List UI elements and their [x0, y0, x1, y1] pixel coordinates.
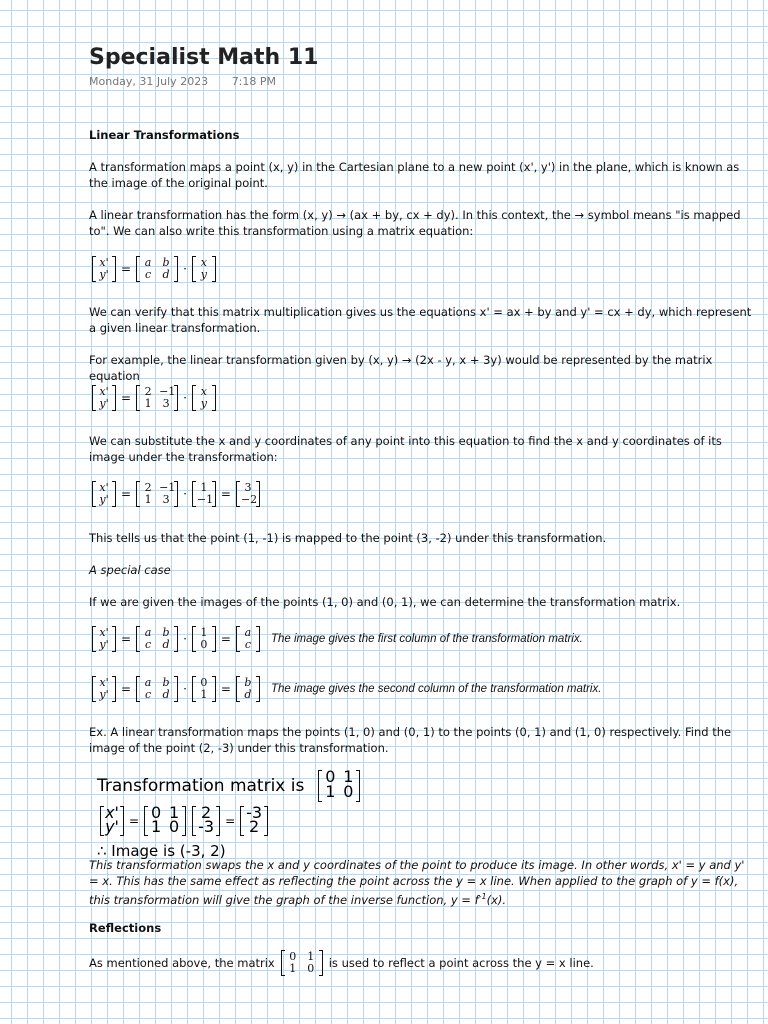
- paragraph[interactable]: A transformation maps a point (x, y) in the Cartesian plane to a new point (x', y') in the plane, which is known as the image of the original point.: [89, 160, 740, 190]
- page-title[interactable]: Specialist Math 11: [89, 45, 319, 70]
- matrix: 0 1 1 0: [318, 770, 360, 802]
- matrix: x' y': [92, 481, 116, 507]
- matrix: 1 −1: [192, 481, 216, 507]
- matrix: x' y': [92, 385, 116, 411]
- matrix: a b c d: [136, 676, 178, 702]
- paragraph[interactable]: This tells us that the point (1, -1) is mapped to the point (3, -2) under this transformation.: [89, 531, 607, 545]
- matrix: 3 −2: [236, 481, 260, 507]
- matrix: 0 1 1 0: [144, 806, 186, 836]
- matrix: 2 −1 1 3: [136, 385, 178, 411]
- paragraph[interactable]: As mentioned above, the matrix 0 1 1 0 is used to reflect a point across the y = x line.: [89, 950, 594, 975]
- matrix: x' y': [100, 806, 124, 836]
- matrix: 2 -3: [192, 806, 220, 836]
- note-first-column: The image gives the first column of the transformation matrix.: [270, 633, 583, 645]
- matrix: 0 1: [192, 676, 216, 702]
- matrix: 1 0: [192, 626, 216, 652]
- matrix: x' y': [92, 256, 116, 282]
- page-time: 7:18 PM: [231, 75, 277, 88]
- matrix-equation: x' y' = a b c d · 0 1 = b d The image gives the second column of the transformation matrix.: [89, 676, 601, 702]
- paragraph[interactable]: If we are given the images of the points (1, 0) and (0, 1), we can determine the transformation matrix.: [89, 595, 681, 609]
- handwritten-answer[interactable]: ∴ Image is (-3, 2): [97, 842, 226, 860]
- note-second-column: The image gives the second column of the transformation matrix.: [270, 683, 602, 695]
- matrix: a c: [236, 626, 260, 652]
- matrix: b d: [236, 676, 260, 702]
- matrix: -3 2: [240, 806, 268, 836]
- matrix: a b c d: [136, 256, 178, 282]
- paragraph[interactable]: For example, the linear transformation given by (x, y) → (2x - y, x + 3y) would be represented by the matrix equation: [89, 353, 713, 383]
- paragraph[interactable]: We can verify that this matrix multiplication gives us the equations x' = ax + by and y' = cx + dy, which represent a given linear transformation.: [89, 305, 752, 335]
- matrix: x' y': [92, 626, 116, 652]
- page-content: [89, 44, 757, 91]
- matrix: x y: [192, 256, 216, 282]
- matrix: x y: [192, 385, 216, 411]
- heading-linear-transformations: Linear Transformations: [89, 128, 240, 142]
- heading-reflections: Reflections: [89, 921, 162, 935]
- subheading-special-case: A special case: [89, 563, 171, 577]
- paragraph[interactable]: We can substitute the x and y coordinates of any point into this equation to find the x and y coordinates of its image under the transformation:: [89, 434, 722, 464]
- handwritten-note[interactable]: Transformation matrix is 0 1 1 0: [97, 770, 363, 802]
- matrix: 0 1 1 0: [281, 950, 323, 976]
- paragraph-italic[interactable]: This transformation swaps the x and y coordinates of the point to produce its image. In other words, x' = y and y' = x. This has the same effect as reflecting the point across the y = x line. When applied to the graph of y = f(x), this transformation will give the graph of the inverse function, $y = f^{-1}(x)$.: [89, 858, 745, 907]
- matrix: 2 −1 1 3: [136, 481, 178, 507]
- paragraph[interactable]: A linear transformation has the form (x, y) → (ax + by, cx + dy). In this context, the → symbol means "is mapped to". We can also write this transformation using a matrix equation:: [89, 208, 741, 238]
- page-date: Monday, 31 July 2023: [89, 75, 209, 88]
- paragraph[interactable]: Ex. A linear transformation maps the points (1, 0) and (0, 1) to the points (0, 1) and (1, 0) respectively. Find the image of the point (2, -3) under this transformation.: [89, 725, 732, 755]
- matrix: x' y': [92, 676, 116, 702]
- matrix: a b c d: [136, 626, 178, 652]
- matrix-equation: x' y' = a b c d · x y: [89, 256, 219, 282]
- page-meta: [89, 75, 757, 91]
- matrix-equation: x' y' = a b c d · 1 0 = a c The image gives the first column of the transformation matrix.: [89, 626, 583, 652]
- matrix-equation: x' y' = 2 −1 1 3 · 1 −1 = 3 −2: [89, 481, 263, 507]
- handwritten-equation[interactable]: x' y' = 0 1 1 0 2 -3 = -3 2: [97, 806, 271, 836]
- matrix-equation: x' y' = 2 −1 1 3 · x y: [89, 385, 219, 411]
